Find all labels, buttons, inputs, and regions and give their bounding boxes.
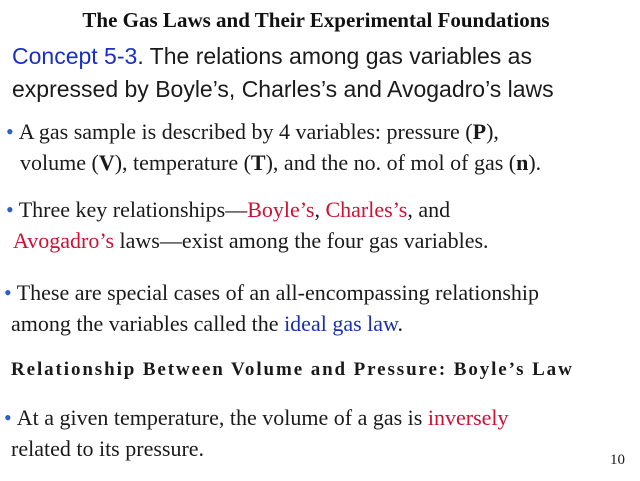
bullet-icon: • [6, 119, 14, 144]
bullet-variables-line2-a: volume ( [20, 150, 99, 175]
bullet-relationships-line1: Three key relationships— [18, 197, 248, 222]
ideal-gas-law-term: ideal gas law [284, 311, 398, 336]
bullet-ideal-gas-line2-end: . [397, 311, 403, 336]
comma: , [314, 197, 326, 222]
bullet-boyles-line1: At a given temperature, the volume of a gas is [16, 405, 428, 430]
inversely-term: inversely [427, 405, 509, 430]
section-heading: Relationship Between Volume and Pressure: Boyle’s Law [11, 359, 574, 380]
bullet-variables-line2-b: ), temperature ( [114, 150, 251, 175]
bullet-ideal-gas-line1: These are special cases of an all-encompassing relationship [16, 280, 539, 305]
concept-text-line2: expressed by Boyle’s, Charles’s and Avogadro’s laws [12, 76, 554, 102]
boyles-law-term: Boyle’s [247, 197, 315, 222]
avogadros-law-term: Avogadro’s [13, 228, 115, 253]
variable-pressure: P [472, 119, 487, 144]
variable-volume: V [98, 150, 115, 175]
bullet-relationships [6, 194, 489, 256]
bullet-icon: • [4, 280, 12, 305]
bullet-variables-line1: A gas sample is described by 4 variables: pressure ( [18, 119, 473, 144]
bullet-relationships-line1-end: , and [407, 197, 451, 222]
bullet-ideal-gas [4, 277, 539, 339]
concept-text-line1: . The relations among gas variables as [137, 43, 532, 69]
page-number: 10 [610, 452, 625, 468]
bullet-icon: • [4, 405, 12, 430]
concept-label: Concept 5-3 [12, 43, 138, 69]
concept-statement [12, 40, 638, 106]
bullet-relationships-line2: laws—exist among the four gas variables. [114, 228, 489, 253]
charles-law-term: Charles’s [325, 197, 408, 222]
bullet-variables-line1-end: ), [486, 119, 499, 144]
bullet-ideal-gas-line2: among the variables called the [11, 311, 285, 336]
bullet-variables-line2-d: ). [528, 150, 542, 175]
bullet-icon: • [6, 197, 14, 222]
bullet-variables-line2-c: ), and the no. of mol of gas ( [265, 150, 517, 175]
bullet-boyles-line2: related to its pressure. [11, 436, 205, 461]
variable-temperature: T [250, 150, 266, 175]
variable-moles: n [516, 150, 529, 175]
bullet-boyles-law [4, 402, 509, 464]
bullet-variables [6, 116, 541, 178]
slide-title: The Gas Laws and Their Experimental Foundations [82, 8, 550, 32]
